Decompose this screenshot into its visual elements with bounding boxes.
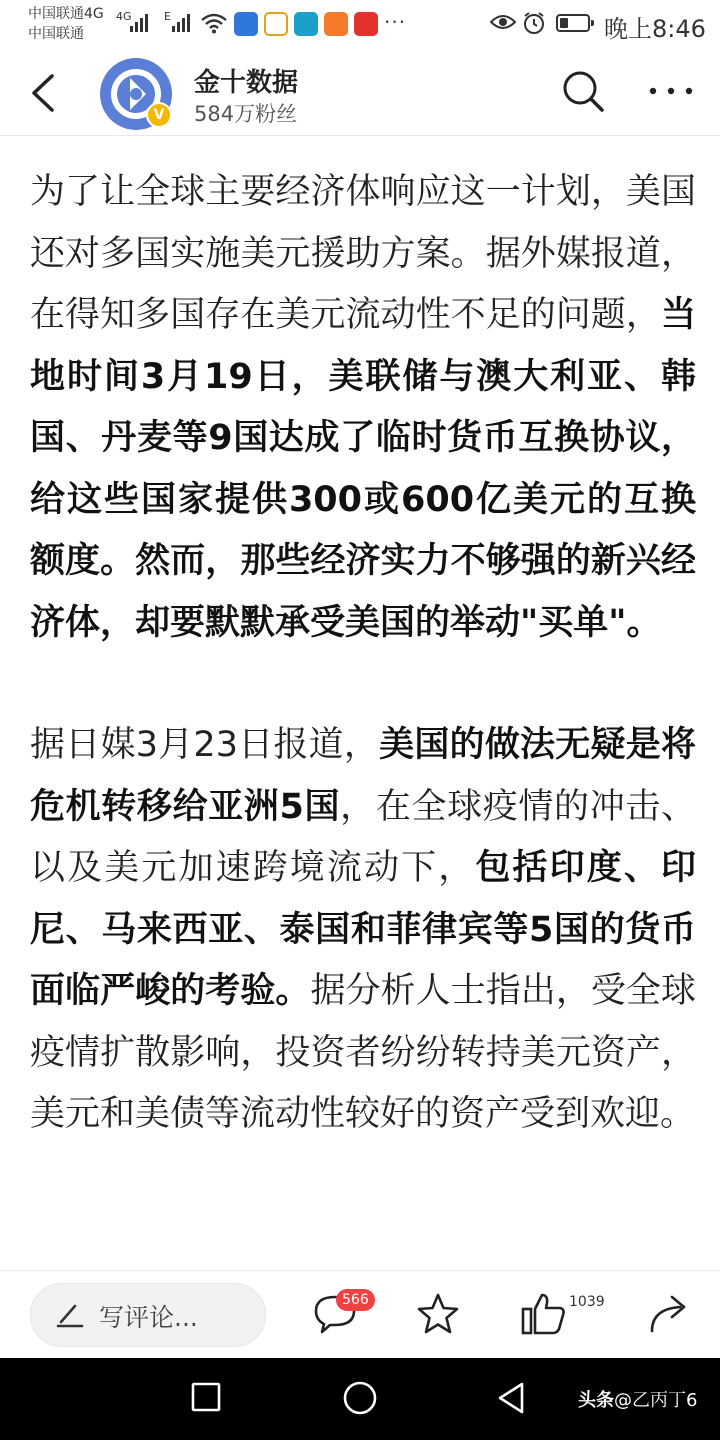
like-thumb-button[interactable] [520,1291,568,1337]
carrier-info [28,4,104,44]
article-body [30,162,696,1146]
app-orange-icon [324,12,348,36]
toutiao-watermark [578,1386,697,1412]
article-paragraph-1 [30,162,696,654]
pen-icon [55,1300,85,1330]
text-run: 据分析人士指出，受全球疫情扩散影响，投资者纷纷转持美元资产，美元和美债等流动性较好的资产受到欢迎。 [30,971,696,1134]
account-fans-count: 584万粉丝 [194,102,298,126]
text-run: ，在全球疫情的冲击、以及美元加速跨境流动下， [30,786,696,888]
eye-comfort-icon [490,13,516,31]
app-shield-icon [234,12,258,36]
carrier-line1: 中国联通4G [28,6,104,22]
battery-level [560,18,568,28]
app-swirl-icon [294,12,318,36]
alarm-icon [522,11,546,35]
more-notifications-icon: ··· [384,10,407,34]
comment-input[interactable] [30,1283,266,1347]
account-name[interactable]: 金十数据 [194,68,299,98]
like-count: 1039 [569,1294,605,1310]
text-run: 据日媒3月23日报道， [30,725,380,765]
comment-placeholder: 写评论... [99,1303,198,1332]
battery-icon [556,14,590,32]
status-bar [0,0,720,50]
more-menu-button[interactable] [646,76,696,106]
back-nav-button[interactable] [494,1380,528,1416]
share-arrow-button[interactable] [646,1291,692,1337]
article-paragraph-2 [30,715,696,1146]
home-button[interactable] [342,1380,378,1416]
bold-text-run: 美国的做法无疑是将危机转移给亚洲5国 [30,725,696,827]
back-button[interactable] [22,68,66,118]
recent-apps-button[interactable] [190,1380,222,1414]
signal-strength-2-icon [172,14,190,32]
bold-text-run: 包括印度、印尼、马来西亚、泰国和菲律宾等5国的货币面临严峻的考验。 [30,848,696,1011]
wifi-icon [200,12,228,34]
watermark-brand: 头条 [578,1390,614,1411]
bottom-action-bar [0,1270,720,1358]
network-e-label: E [164,10,171,23]
comment-count-badge: 566 [336,1289,375,1311]
bold-text-run: 当地时间3月19日，美联储与澳大利亚、韩国、丹麦等9国达成了临时货币互换协议，给这些国家提供300或600亿美元的互换额度。然而，那些经济实力不够强的新兴经济体，却要默默承受美国的举动"买单"。 [30,295,696,643]
network-4g-label: 4G [116,10,132,23]
search-button[interactable] [560,68,606,114]
carrier-line2: 中国联通 [28,26,84,42]
watermark-handle: @乙丙丁6 [614,1390,698,1411]
system-nav-bar [0,1358,720,1440]
app-red-icon [354,12,378,36]
verified-badge-icon: V [146,102,172,128]
text-run: 为了让全球主要经济体响应这一计划，美国还对多国实施美元援助方案。据外媒报道，在得知多国存在美元流动性不足的问题， [30,172,696,335]
status-time: 晚上8:46 [604,15,706,43]
favorite-star-button[interactable] [414,1291,462,1337]
article-header [0,50,720,136]
app-circle-icon [264,12,288,36]
signal-strength-icon [130,14,148,32]
